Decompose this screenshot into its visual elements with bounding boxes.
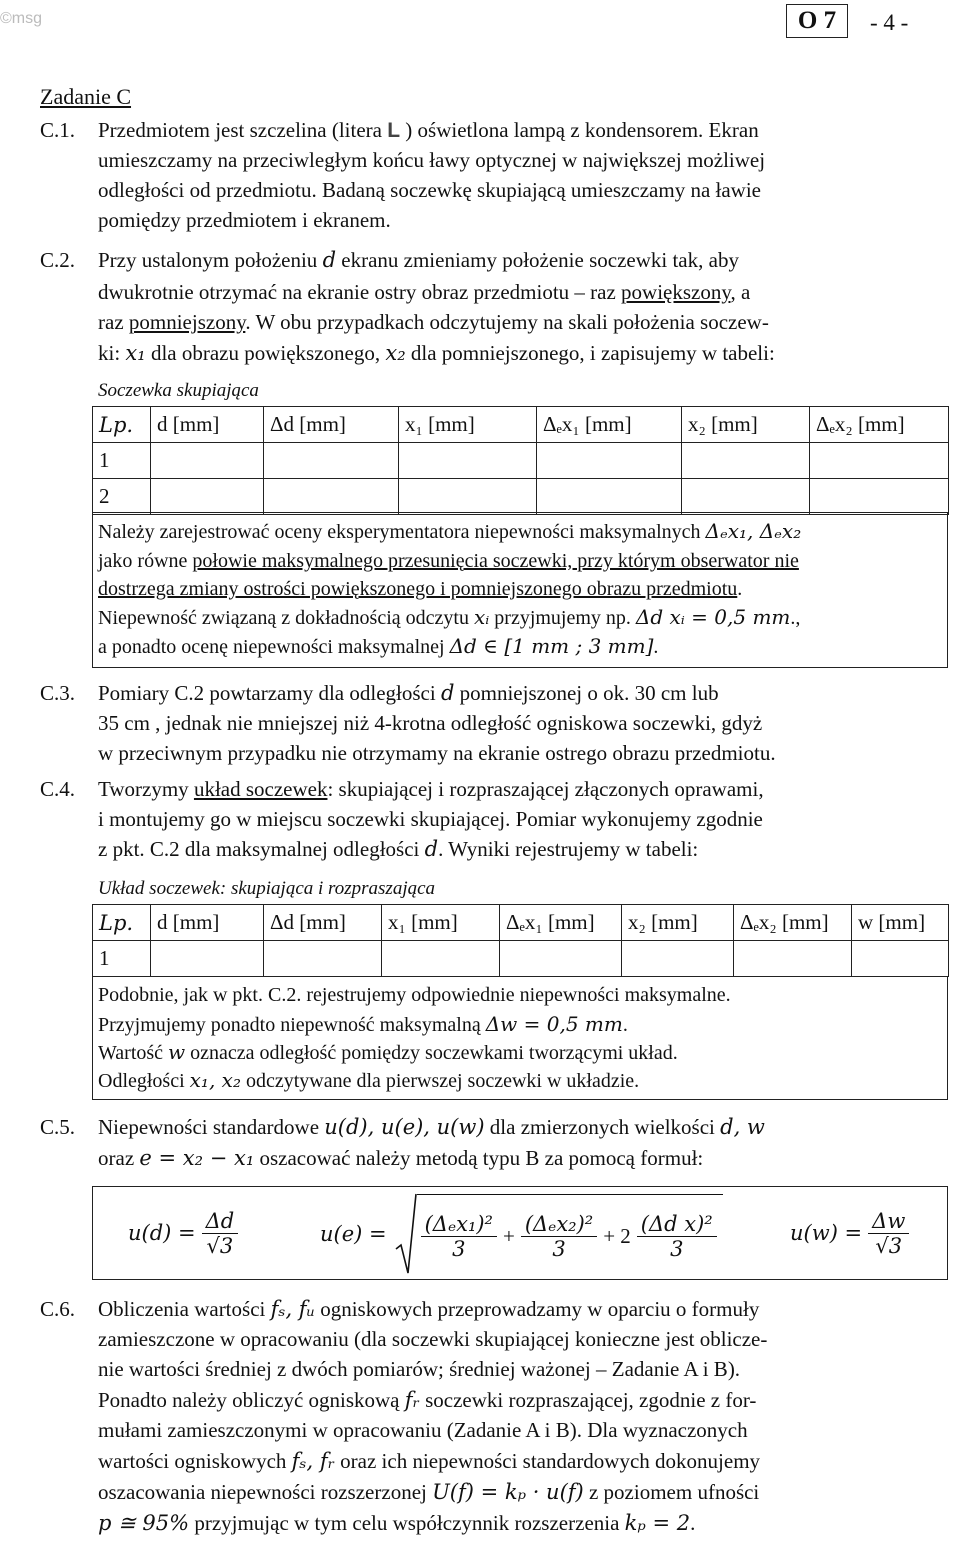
- table1-cell: [399, 443, 537, 479]
- c2-text-1b: ekranu zmieniamy położenie soczewki tak, aby: [336, 248, 739, 272]
- note1-text-3u: dostrzega zmiany ostrości powiększonego i pomniejszonego obrazu przedmiotu: [98, 578, 738, 600]
- note2-text-2b: .: [622, 1014, 628, 1036]
- c2-text-3b: . W obu przypadkach odczytujemy na skali położenia soczew-: [245, 310, 769, 334]
- c1-text-1a: Przedmiotem jest szczelina (litera: [98, 118, 388, 142]
- c5-math-2: e = x₂ − x₁: [139, 1146, 255, 1170]
- sqrt-sign: [395, 1193, 417, 1275]
- table2-cell: [151, 941, 264, 977]
- c4-d-symbol: d: [424, 837, 439, 861]
- note1-text-1a: Należy zarejestrować oceny eksperymentatora niepewności maksymalnych: [98, 521, 706, 543]
- table1-row-number: 1: [93, 443, 151, 479]
- formula-ue-term3-num: (Δd x)²: [637, 1212, 717, 1237]
- note2-text-4a: Odległości: [98, 1070, 190, 1092]
- c1-line-1: [98, 117, 759, 144]
- note1-line-5: [98, 633, 658, 660]
- table1-cell: [151, 479, 264, 515]
- c3-number: C.3.: [40, 681, 76, 705]
- table1-header-cell: x₁ [mm]: [399, 407, 537, 443]
- table2-header-cell: Δd [mm]: [264, 905, 382, 941]
- c4-line-3: [98, 836, 698, 862]
- table1-cell: [151, 443, 264, 479]
- formula-ue-term1-den: 3: [452, 1237, 466, 1261]
- note1-math-4b: Δd xᵢ = 0,5 mm: [635, 605, 791, 629]
- c2-line-4: [98, 340, 775, 366]
- table2-cell: [622, 941, 734, 977]
- table1-cell: [264, 479, 399, 515]
- c5-math-1: u(d), u(e), u(w): [324, 1115, 485, 1139]
- c2-text-4b: dla obrazu powiększonego,: [145, 341, 386, 365]
- slit-letter: L: [387, 119, 401, 142]
- note2-math-4: x₁, x₂: [189, 1068, 241, 1092]
- c3-line-2: 35 cm , jednak nie mniejszej niż 4-krotna odległość ogniskowa soczewki, gdyż: [98, 711, 763, 735]
- c4-text-1a: Tworzymy: [98, 777, 194, 801]
- document-code-box: [786, 4, 848, 38]
- table1-header-cell: Lp.: [93, 407, 151, 443]
- table1-header-cell: d [mm]: [151, 407, 264, 443]
- c2-text-2u: powiększony: [621, 280, 731, 304]
- table2-row-number: 1: [93, 941, 151, 977]
- table2-header-cell: x₂ [mm]: [622, 905, 734, 941]
- note2-line-3: [98, 1039, 678, 1066]
- c6-text-1a: Obliczenia wartości: [98, 1297, 271, 1321]
- table2-header-cell: Δₑx₂ [mm]: [734, 905, 852, 941]
- c2-x1-symbol: x₁: [125, 341, 146, 365]
- note2-line-2: [98, 1011, 628, 1038]
- c6-math-4: fᵣ: [404, 1388, 420, 1412]
- formula-ue-plus: +: [502, 1224, 515, 1248]
- table1-cell: [682, 479, 810, 515]
- c4-line-2: i montujemy go w miejscu soczewki skupiającej. Pomiar wykonujemy zgodnie: [98, 807, 763, 831]
- c4-text-1u: układ soczewek: [193, 777, 328, 801]
- note2-text-3a: Wartość: [98, 1042, 169, 1064]
- c2-text-3u: pomniejszony: [128, 310, 246, 334]
- c1-number: C.1.: [40, 118, 76, 142]
- note1-text-2u: połowie maksymalnego przesunięcia soczewki, przy którym obserwator nie: [192, 550, 799, 572]
- note2-math-3: w: [168, 1040, 186, 1064]
- table1-header-cell: Δd [mm]: [264, 407, 399, 443]
- formula-ue-term2: [521, 1212, 597, 1261]
- c6-line-5: mułami zamieszczonymi w opracowaniu (Zadanie A i B). Dla wyznaczonych: [98, 1418, 748, 1442]
- c1-line-3: odległości od przedmiotu. Badaną soczewkę skupiającą umieszczamy na ławie: [98, 178, 761, 202]
- table1-cell: [399, 479, 537, 515]
- c6-line-2: zamieszczone w opracowaniu (dla soczewki skupiającej konieczne jest oblicze-: [98, 1327, 768, 1351]
- table2-cell: [264, 941, 382, 977]
- page-number: - 4 -: [870, 10, 909, 35]
- formula-ue-term2-den: 3: [552, 1237, 566, 1261]
- table1: [92, 406, 949, 515]
- note1-line-2: [98, 548, 799, 574]
- formula-ue-term2-num: (Δₑx₂)²: [521, 1212, 597, 1237]
- table-row: [93, 443, 949, 479]
- c6-text-8a: przyjmując w tym celu współczynnik rozszerzenia: [189, 1511, 625, 1535]
- c5-line-2: [98, 1145, 703, 1171]
- table2-header-cell: Lp.: [93, 905, 151, 941]
- c6-text-7b: z poziomem ufności: [583, 1480, 760, 1504]
- c5-text-2a: oraz: [98, 1146, 140, 1170]
- table1-header-cell: Δₑx₁ [mm]: [537, 407, 682, 443]
- c2-text-3a: raz: [98, 310, 129, 334]
- table2-header-cell: d [mm]: [151, 905, 264, 941]
- table1-header-cell: x₂ [mm]: [682, 407, 810, 443]
- formula-ue-lhs: u(e) =: [320, 1222, 387, 1246]
- c6-text-8b: .: [690, 1511, 696, 1535]
- table1-header-row: [93, 407, 949, 443]
- table2-header-cell: w [mm]: [852, 905, 949, 941]
- c2-text-4c: dla pomniejszonego, i zapisujemy w tabeli:: [405, 341, 775, 365]
- document-code: O 7: [797, 7, 837, 34]
- c4-number: C.4.: [40, 777, 76, 801]
- table1-cell: [264, 443, 399, 479]
- c6-line-6: [98, 1448, 760, 1474]
- formula-ud-lhs: u(d) =: [128, 1221, 196, 1245]
- table2-header-row: [93, 905, 949, 941]
- note1-line-3: [98, 576, 742, 602]
- table2-cell: [852, 941, 949, 977]
- note2-text-2a: Przyjmujemy ponadto niepewność maksymalną: [98, 1014, 486, 1036]
- note2-math-2: Δw = 0,5 mm: [485, 1012, 623, 1036]
- c2-x2-symbol: x₂: [385, 341, 406, 365]
- c3-d-symbol: d: [440, 681, 455, 705]
- c6-line-8: [98, 1510, 695, 1536]
- table2-header-cell: x₁ [mm]: [382, 905, 500, 941]
- formula-ud-denominator: √3: [206, 1233, 234, 1258]
- c6-line-3: nie wartości średniej z dwóch pomiarów; średniej ważonej – Zadanie A i B).: [98, 1357, 741, 1381]
- c6-text-4a: Ponadto należy obliczyć ogniskową: [98, 1388, 405, 1412]
- c6-text-4b: soczewki rozpraszającej, zgodnie z for-: [419, 1388, 757, 1412]
- note1-text-2a: jako równe: [98, 550, 193, 572]
- table2-cell: [734, 941, 852, 977]
- c6-math-1: fₛ, fᵤ: [270, 1297, 315, 1321]
- c4-line-1: [98, 776, 764, 802]
- table1-cell: [810, 479, 949, 515]
- table2-header-cell: Δₑx₁ [mm]: [500, 905, 622, 941]
- note2-text-4b: odczytywane dla pierwszej soczewki w układzie.: [240, 1070, 640, 1092]
- formula-ue-term1: [421, 1212, 497, 1261]
- watermark: ©msg: [0, 10, 43, 27]
- c4-text-1b: : skupiającej i rozpraszającej złączonych oprawami,: [327, 777, 764, 801]
- table1-cell: [537, 443, 682, 479]
- c6-math-7: U(f) = kₚ · u(f): [432, 1480, 584, 1504]
- table1-caption: Soczewka skupiająca: [98, 380, 259, 401]
- formula-uw-fraction: [868, 1209, 909, 1258]
- c6-text-6b: oraz ich niepewności standardowych dokonujemy: [334, 1449, 761, 1473]
- c5-number: C.5.: [40, 1115, 76, 1139]
- table1-header-cell: Δₑx₂ [mm]: [810, 407, 949, 443]
- c6-text-1b: ogniskowych przeprowadzamy w oparciu o formuły: [314, 1297, 760, 1321]
- c5-text-2b: oszacować należy metodą typu B za pomocą formuł:: [254, 1146, 704, 1170]
- c5-text-1b: dla zmierzonych wielkości: [484, 1115, 721, 1139]
- c6-line-4: [98, 1387, 756, 1413]
- c2-line-3: [98, 309, 769, 335]
- formula-uw-denominator: √3: [875, 1233, 903, 1258]
- c5-math-1b: d, w: [720, 1115, 765, 1139]
- formula-uw-lhs: u(w) =: [790, 1221, 863, 1245]
- note1-text-4b: przyjmujemy np.: [489, 607, 636, 629]
- note1-text-3b: .: [737, 578, 743, 600]
- section-title: Zadanie C: [40, 84, 132, 109]
- note1-math-4a: xᵢ: [473, 605, 490, 629]
- c3-line-3: w przeciwnym przypadku nie otrzymamy na ekranie ostrego obrazu przedmiotu.: [98, 741, 776, 765]
- formula-uw: [790, 1198, 909, 1268]
- c4-text-3a: z pkt. C.2 dla maksymalnej odległości: [98, 837, 425, 861]
- note1-text-4c: .,: [790, 607, 801, 629]
- c2-line-2: [98, 279, 750, 305]
- table1-cell: [537, 479, 682, 515]
- note1-math-1: Δₑx₁, Δₑx₂: [705, 519, 802, 543]
- c4-text-3b: . Wyniki rejestrujemy w tabeli:: [438, 837, 699, 861]
- c2-d-symbol: d: [322, 248, 337, 272]
- formula-ud-numerator: Δd: [202, 1209, 239, 1234]
- formula-ud-fraction: [202, 1209, 239, 1258]
- table-row: [93, 941, 949, 977]
- note1-line-1: [98, 518, 801, 545]
- c6-number: C.6.: [40, 1297, 76, 1321]
- c6-math-8b: kₚ = 2: [624, 1511, 691, 1535]
- c1-line-4: pomiędzy przedmiotem i ekranem.: [98, 208, 391, 232]
- note1-text-5b: .: [653, 636, 659, 658]
- c3-line-1: [98, 680, 719, 706]
- c6-math-6: fₛ, fᵣ: [291, 1449, 335, 1473]
- formula-ud: [128, 1198, 238, 1268]
- note2-line-1: Podobnie, jak w pkt. C.2. rejestrujemy odpowiednie niepewności maksymalne.: [98, 984, 731, 1006]
- table1-cell: [682, 443, 810, 479]
- table2-cell: [382, 941, 500, 977]
- c6-line-7: [98, 1479, 759, 1505]
- formula-ue-term3-den: 3: [670, 1237, 684, 1261]
- formula-ue-term3: [637, 1212, 717, 1261]
- table2: [92, 904, 949, 977]
- formula-ue-term1-num: (Δₑx₁)²: [421, 1212, 497, 1237]
- c6-text-7a: oszacowania niepewności rozszerzonej: [98, 1480, 433, 1504]
- c5-line-1: [98, 1114, 765, 1140]
- c1-line-2: umieszczamy na przeciwległym końcu ławy optycznej w największej możliwej: [98, 148, 766, 172]
- c5-text-1a: Niepewności standardowe: [98, 1115, 325, 1139]
- table2-cell: [500, 941, 622, 977]
- note1-text-4a: Niepewność związaną z dokładnością odczytu: [98, 607, 474, 629]
- note2-text-3b: oznacza odległość pomiędzy soczewkami tworzącymi układ.: [185, 1042, 678, 1064]
- table-row: [93, 479, 949, 515]
- c2-text-2a: dwukrotnie otrzymać na ekranie ostry obraz przedmiotu – raz: [98, 280, 622, 304]
- c3-text-1b: pomniejszonej o ok. 30 cm lub: [454, 681, 719, 705]
- table2-caption: Układ soczewek: skupiająca i rozpraszająca: [98, 878, 436, 899]
- table1-row-number: 2: [93, 479, 151, 515]
- c2-text-1a: Przy ustalonym położeniu: [98, 248, 323, 272]
- formula-ue: [320, 1192, 723, 1276]
- formula-ue-plus2: + 2: [603, 1224, 631, 1248]
- sqrt-radicand: [417, 1194, 723, 1275]
- note1-text-5a: a ponadto ocenę niepewności maksymalnej: [98, 636, 450, 658]
- c2-line-1: [98, 247, 739, 273]
- note2-line-4: [98, 1067, 639, 1094]
- c2-text-2b: , a: [730, 280, 751, 304]
- c6-text-6a: wartości ogniskowych: [98, 1449, 292, 1473]
- note1-line-4: [98, 604, 800, 631]
- note1-math-5: Δd ∈ [1 mm ; 3 mm]: [449, 634, 654, 658]
- c3-text-1a: Pomiary C.2 powtarzamy dla odległości: [98, 681, 441, 705]
- table1-cell: [810, 443, 949, 479]
- c2-text-4a: ki:: [98, 341, 126, 365]
- c6-line-1: [98, 1296, 759, 1322]
- c2-number: C.2.: [40, 248, 76, 272]
- c6-math-8: p ≅ 95%: [98, 1511, 190, 1535]
- formula-uw-numerator: Δw: [868, 1209, 909, 1234]
- c1-text-1b: ) oświetlona lampą z kondensorem. Ekran: [400, 118, 759, 142]
